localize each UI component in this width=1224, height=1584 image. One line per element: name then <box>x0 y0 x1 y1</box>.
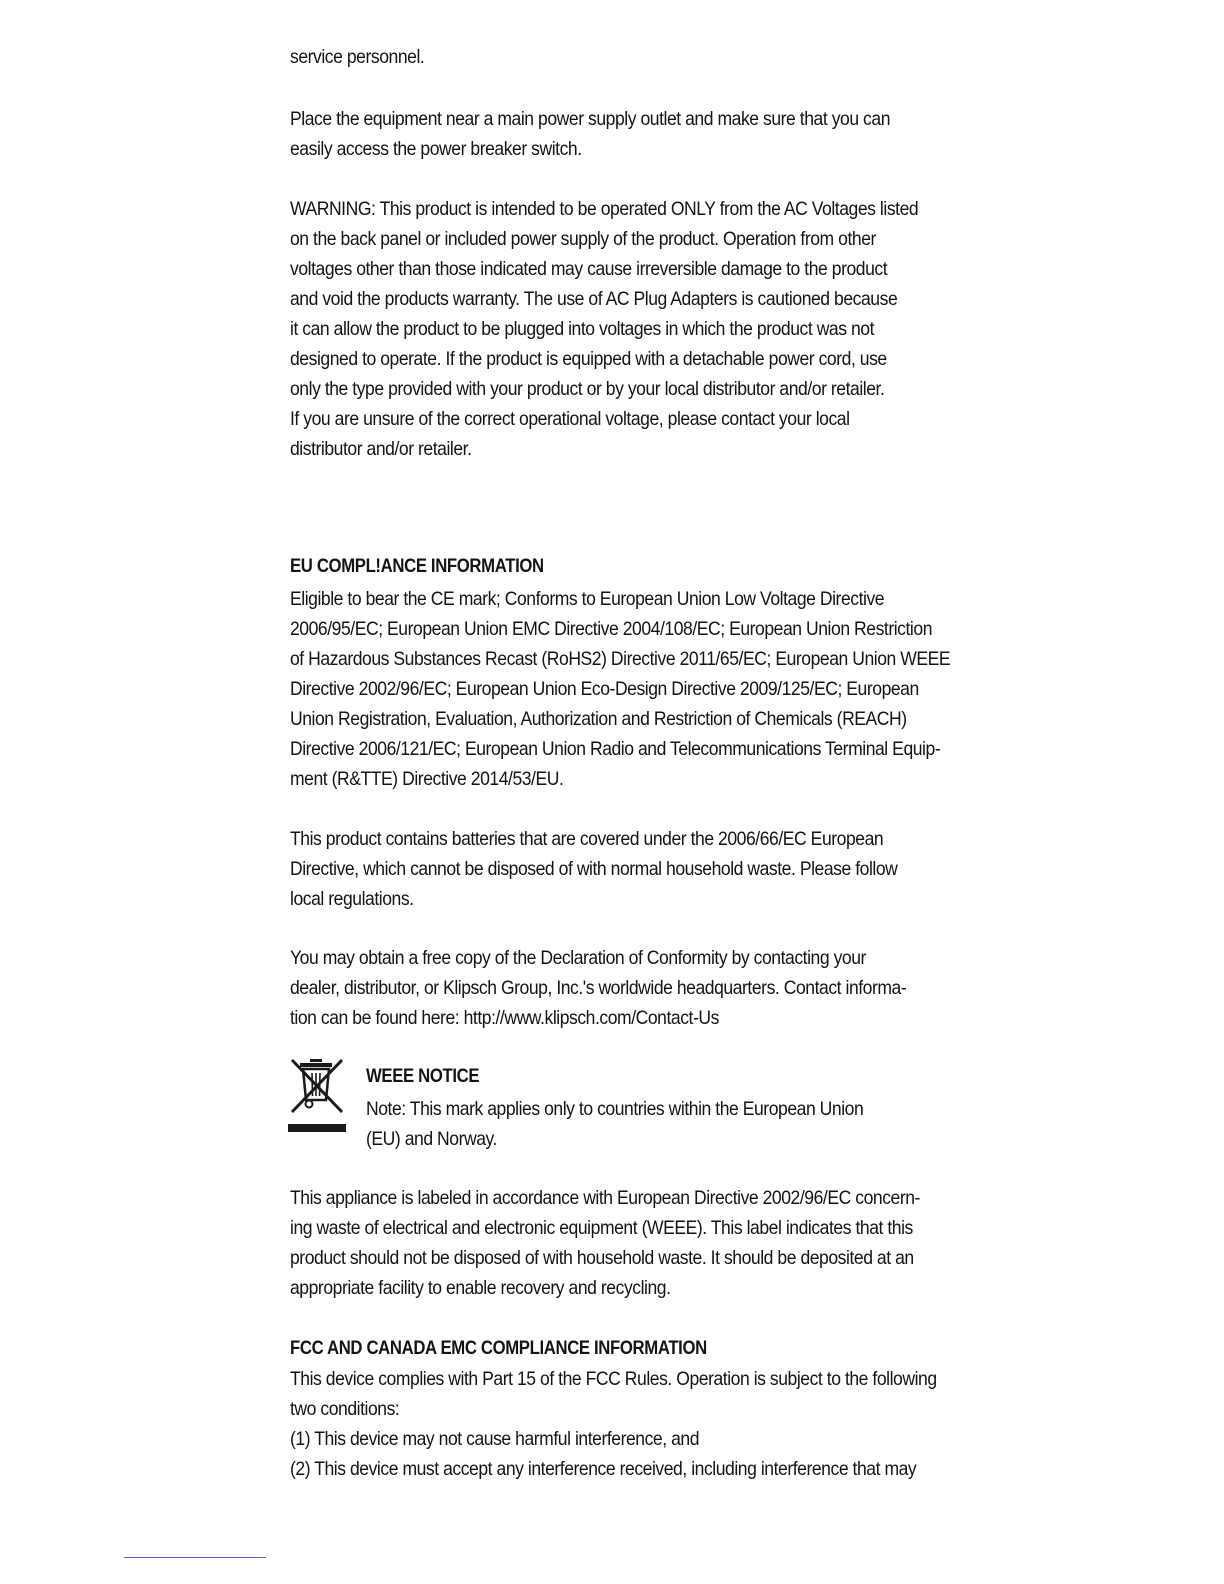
warning-line: it can allow the product to be plugged into voltages in which the product was not <box>290 318 875 340</box>
batteries-line: Directive, which cannot be disposed of with normal household waste. Please follow <box>290 858 898 880</box>
power-outlet-paragraph <box>290 104 930 164</box>
declaration-line: You may obtain a free copy of the Declaration of Conformity by contacting your <box>290 947 866 969</box>
eu-line: 2006/95/EC; European Union EMC Directive 2004/108/EC; European Union Restriction <box>290 618 933 640</box>
eu-line: Eligible to bear the CE mark; Conforms to European Union Low Voltage Directive <box>290 588 885 610</box>
footnote-divider <box>124 1557 266 1558</box>
fcc-compliance-paragraph <box>290 1364 937 1484</box>
intro-line: service personnel. <box>290 46 425 68</box>
warning-line: only the type provided with your product or by your local distributor and/or retailer. <box>290 378 885 400</box>
weee-notice-heading: WEEE NOTICE <box>366 1066 480 1087</box>
fcc-line: This device complies with Part 15 of the FCC Rules. Operation is subject to the following <box>290 1368 937 1390</box>
power-outlet-line: easily access the power breaker switch. <box>290 138 582 160</box>
eu-compliance-heading: EU COMPL!ANCE INFORMATION <box>290 556 544 577</box>
intro-paragraph <box>290 42 930 72</box>
warning-line: on the back panel or included power supply of the product. Operation from other <box>290 228 876 250</box>
eu-line: Directive 2006/121/EC; European Union Radio and Telecommunications Terminal Equip- <box>290 738 941 760</box>
warning-paragraph <box>290 194 930 464</box>
fcc-line: (2) This device must accept any interference received, including interference that may <box>290 1458 917 1480</box>
weee-label-line: appropriate facility to enable recovery and recycling. <box>290 1277 671 1299</box>
warning-line: WARNING: This product is intended to be operated ONLY from the AC Voltages listed <box>290 198 919 220</box>
weee-line: Note: This mark applies only to countries within the European Union <box>366 1098 864 1120</box>
declaration-paragraph <box>290 943 930 1033</box>
declaration-line: tion can be found here: http://www.klipsch.com/Contact-Us <box>290 1007 719 1029</box>
weee-label-line: This appliance is labeled in accordance with European Directive 2002/96/EC concern- <box>290 1187 920 1209</box>
fcc-compliance-heading: FCC AND CANADA EMC COMPLIANCE INFORMATION <box>290 1338 707 1359</box>
warning-line: If you are unsure of the correct operational voltage, please contact your local <box>290 408 850 430</box>
eu-line: ment (R&TTE) Directive 2014/53/EU. <box>290 768 564 790</box>
warning-line: voltages other than those indicated may cause irreversible damage to the product <box>290 258 888 280</box>
warning-line: designed to operate. If the product is equipped with a detachable power cord, use <box>290 348 887 370</box>
weee-label-line: product should not be disposed of with household waste. It should be deposited at an <box>290 1247 914 1269</box>
eu-line: Directive 2002/96/EC; European Union Eco-Design Directive 2009/125/EC; European <box>290 678 919 700</box>
batteries-line: This product contains batteries that are covered under the 2006/66/EC European <box>290 828 884 850</box>
weee-label-paragraph <box>290 1183 930 1303</box>
eu-compliance-paragraph <box>290 584 951 794</box>
weee-notice-paragraph <box>366 1094 924 1154</box>
fcc-line: two conditions: <box>290 1398 400 1420</box>
warning-line: and void the products warranty. The use of AC Plug Adapters is cautioned because <box>290 288 898 310</box>
eu-line: Union Registration, Evaluation, Authorization and Restriction of Chemicals (REACH) <box>290 708 907 730</box>
crossed-out-wheelie-bin-icon <box>286 1056 348 1136</box>
batteries-paragraph <box>290 824 930 914</box>
weee-line: (EU) and Norway. <box>366 1128 497 1150</box>
declaration-line: dealer, distributor, or Klipsch Group, Inc.'s worldwide headquarters. Contact informa- <box>290 977 907 999</box>
eu-line: of Hazardous Substances Recast (RoHS2) Directive 2011/65/EC; European Union WEEE <box>290 648 951 670</box>
batteries-line: local regulations. <box>290 888 414 910</box>
weee-label-line: ing waste of electrical and electronic equipment (WEEE). This label indicates that this <box>290 1217 913 1239</box>
power-outlet-line: Place the equipment near a main power supply outlet and make sure that you can <box>290 108 891 130</box>
warning-line: distributor and/or retailer. <box>290 438 472 460</box>
fcc-line: (1) This device may not cause harmful interference, and <box>290 1428 700 1450</box>
